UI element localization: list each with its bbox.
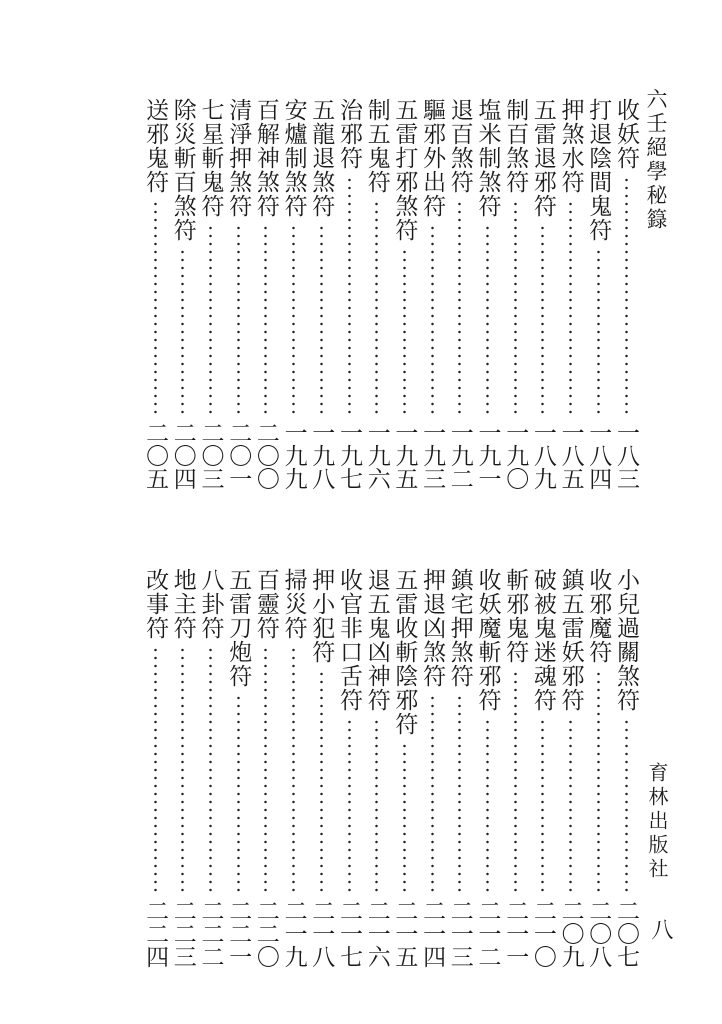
toc-entry-page: 一九六 bbox=[363, 421, 390, 490]
dot-leader bbox=[597, 670, 600, 895]
toc-entry-title: 八卦符 bbox=[197, 568, 224, 640]
toc-entry-title: 改事符 bbox=[142, 568, 169, 640]
toc-entry-title: 驅邪外出符 bbox=[419, 98, 446, 218]
toc-entry-title: 掃災符 bbox=[280, 568, 307, 640]
dot-leader bbox=[154, 646, 157, 895]
toc-entry bbox=[281, 568, 307, 968]
dot-leader bbox=[569, 200, 572, 417]
toc-entry-page: 二二三 bbox=[169, 899, 196, 968]
toc-entry-page: 二一〇 bbox=[529, 899, 556, 968]
dot-leader bbox=[597, 248, 600, 417]
toc-entry bbox=[198, 98, 224, 490]
toc-entry-page: 二二一 bbox=[225, 899, 252, 968]
toc-entry bbox=[170, 568, 196, 968]
page-number bbox=[645, 918, 676, 944]
toc-entry-title: 押小犯符 bbox=[308, 568, 335, 664]
toc-entry-title: 收官非口舌符 bbox=[336, 568, 362, 712]
toc-entry bbox=[391, 568, 417, 968]
toc-entry-page: 二一八 bbox=[308, 899, 335, 968]
toc-entry-title: 押退凶煞符 bbox=[419, 568, 446, 688]
toc-entry-title: 百靈符 bbox=[252, 568, 279, 640]
dot-leader bbox=[541, 718, 544, 895]
toc-entry-title: 除災斬百煞符 bbox=[169, 98, 196, 242]
toc-entry-title: 清淨押煞符 bbox=[225, 98, 252, 218]
dot-leader bbox=[431, 224, 434, 417]
toc-entry bbox=[447, 568, 473, 968]
toc-entry bbox=[558, 568, 584, 968]
toc-entry-title: 塩米制煞符 bbox=[474, 98, 501, 218]
dot-leader bbox=[264, 646, 267, 895]
toc-entry bbox=[364, 568, 390, 968]
toc-entry-title: 鎮五雷妖邪符 bbox=[557, 568, 584, 712]
page-number-text: 八 bbox=[648, 918, 673, 940]
toc-entry-page: 一八九 bbox=[529, 421, 556, 490]
toc-entry-page: 二一五 bbox=[391, 899, 418, 968]
dot-leader bbox=[431, 694, 434, 895]
toc-entry-title: 制五鬼符 bbox=[363, 98, 390, 194]
toc-entry bbox=[225, 98, 251, 490]
dot-leader bbox=[625, 718, 628, 895]
toc-entry-title: 押煞水符 bbox=[557, 98, 584, 194]
dot-leader bbox=[375, 718, 378, 895]
toc-entry-page: 二〇五 bbox=[142, 421, 169, 490]
toc-entry bbox=[198, 568, 224, 968]
toc-entry-page: 一九〇 bbox=[502, 421, 529, 490]
toc-entry-title: 鎮宅押煞符 bbox=[446, 568, 473, 688]
toc-entry-page: 一八五 bbox=[557, 421, 584, 490]
toc-entry-title: 百解神煞符 bbox=[252, 98, 279, 218]
toc-entry bbox=[530, 568, 556, 968]
dot-leader bbox=[375, 200, 378, 417]
toc-entry bbox=[142, 568, 168, 968]
dot-leader bbox=[237, 224, 240, 417]
toc-entry bbox=[308, 98, 334, 490]
toc-entry-page: 一九九 bbox=[280, 421, 307, 490]
publisher bbox=[643, 762, 672, 886]
toc-entry-title: 五雷收斬陰邪符 bbox=[391, 568, 418, 736]
dot-leader bbox=[541, 224, 544, 417]
dot-leader bbox=[403, 248, 406, 417]
toc-entry-page: 一九五 bbox=[391, 421, 418, 490]
toc-entry-page: 一九二 bbox=[446, 421, 473, 490]
dot-leader bbox=[320, 670, 323, 895]
toc-entry-page: 一九八 bbox=[308, 421, 335, 490]
toc-entry-page: 二一七 bbox=[336, 899, 362, 968]
dot-leader bbox=[514, 200, 517, 417]
toc-entry-page: 二〇四 bbox=[169, 421, 196, 490]
toc-entry-page: 一八四 bbox=[585, 421, 612, 490]
toc-entry-title: 地主符 bbox=[169, 568, 196, 640]
toc-entry-title: 五雷退邪符 bbox=[529, 98, 556, 218]
toc-entry-title: 小兒過關煞符 bbox=[613, 568, 639, 712]
dot-leader bbox=[403, 742, 406, 895]
toc-entry-page: 一九三 bbox=[419, 421, 446, 490]
toc-entry-page: 一九一 bbox=[474, 421, 501, 490]
dot-leader bbox=[486, 718, 489, 895]
toc-entry-page: 二二四 bbox=[142, 899, 169, 968]
dot-leader bbox=[264, 224, 267, 417]
toc-entry-page: 二一九 bbox=[280, 899, 307, 968]
toc-entry-page: 二〇三 bbox=[197, 421, 224, 490]
toc-entry-title: 退百煞符 bbox=[446, 98, 473, 194]
toc-entry-title: 送邪鬼符 bbox=[142, 98, 169, 194]
toc-entry bbox=[170, 98, 196, 490]
toc-entry bbox=[447, 98, 473, 490]
toc-entry bbox=[558, 98, 584, 490]
toc-entry-title: 破被鬼迷魂符 bbox=[529, 568, 556, 712]
toc-entry-title: 打退陰間鬼符 bbox=[585, 98, 612, 242]
toc-entry bbox=[225, 568, 251, 968]
toc-entry-title: 制百煞符 bbox=[502, 98, 529, 194]
toc-entry bbox=[475, 98, 501, 490]
dot-leader bbox=[154, 200, 157, 417]
toc-entry bbox=[475, 568, 501, 968]
toc-entry-page: 二〇〇 bbox=[252, 421, 279, 490]
toc-entry-page: 一九七 bbox=[336, 421, 362, 490]
toc-entry-page: 二一六 bbox=[363, 899, 390, 968]
toc-entry-page: 二二二 bbox=[197, 899, 224, 968]
toc-entry bbox=[364, 98, 390, 490]
toc-entry bbox=[502, 568, 528, 968]
toc-entry bbox=[336, 568, 362, 968]
toc-entry-page: 二二〇 bbox=[252, 899, 279, 968]
toc-entry bbox=[391, 98, 417, 490]
toc-entry bbox=[253, 98, 279, 490]
toc-entry bbox=[585, 568, 611, 968]
toc-entry-title: 收邪魔符 bbox=[585, 568, 612, 664]
toc-entry-title: 五龍退煞符 bbox=[308, 98, 335, 218]
toc-entry-page: 二一四 bbox=[419, 899, 446, 968]
toc-entry bbox=[142, 98, 168, 490]
dot-leader bbox=[237, 694, 240, 895]
toc-entry-page: 二〇九 bbox=[557, 899, 584, 968]
toc-entry-page: 二一二 bbox=[474, 899, 501, 968]
dot-leader bbox=[514, 670, 517, 895]
toc-entry-title: 安爐制煞符 bbox=[280, 98, 307, 218]
toc-entry-title: 斬邪鬼符 bbox=[502, 568, 529, 664]
toc-entry bbox=[502, 98, 528, 490]
publisher-text: 育林出版社 bbox=[645, 762, 669, 882]
toc-entry-page: 二〇一 bbox=[225, 421, 252, 490]
book-title-text: 六壬絕學秘籙 bbox=[644, 88, 668, 232]
dot-leader bbox=[348, 718, 351, 895]
toc-entry-title: 五雷刀炮符 bbox=[225, 568, 252, 688]
toc-entry-title: 五雷打邪煞符 bbox=[391, 98, 418, 242]
dot-leader bbox=[209, 224, 212, 417]
toc-entry bbox=[530, 98, 556, 490]
dot-leader bbox=[181, 646, 184, 895]
dot-leader bbox=[458, 200, 461, 417]
dot-leader bbox=[569, 718, 572, 895]
dot-leader bbox=[458, 694, 461, 895]
toc-entry-title: 退五鬼凶神符 bbox=[363, 568, 390, 712]
dot-leader bbox=[625, 176, 628, 417]
toc-entry bbox=[281, 98, 307, 490]
dot-leader bbox=[320, 224, 323, 417]
toc-entry bbox=[419, 98, 445, 490]
toc-entry-title: 治邪符 bbox=[336, 98, 362, 170]
toc-entry bbox=[308, 568, 334, 968]
toc-entry-page: 二一一 bbox=[502, 899, 529, 968]
dot-leader bbox=[348, 176, 351, 417]
dot-leader bbox=[292, 224, 295, 417]
toc-entry-title: 收妖魔斬邪符 bbox=[474, 568, 501, 712]
toc-entry-page: 二〇八 bbox=[585, 899, 612, 968]
book-title bbox=[643, 88, 669, 236]
dot-leader bbox=[209, 646, 212, 895]
toc-entry bbox=[585, 98, 611, 490]
dot-leader bbox=[486, 224, 489, 417]
toc-entry-page: 二一三 bbox=[446, 899, 473, 968]
toc-entry-page: 一八三 bbox=[613, 421, 639, 490]
dot-leader bbox=[292, 646, 295, 895]
toc-entry bbox=[336, 98, 362, 490]
toc-entry-page: 二〇七 bbox=[613, 899, 639, 968]
toc-entry bbox=[419, 568, 445, 968]
toc-entry bbox=[613, 568, 639, 968]
toc-entry-title: 七星斬鬼符 bbox=[197, 98, 224, 218]
toc-entry-title: 收妖符 bbox=[613, 98, 639, 170]
dot-leader bbox=[181, 248, 184, 417]
toc-entry bbox=[253, 568, 279, 968]
toc-entry bbox=[613, 98, 639, 490]
